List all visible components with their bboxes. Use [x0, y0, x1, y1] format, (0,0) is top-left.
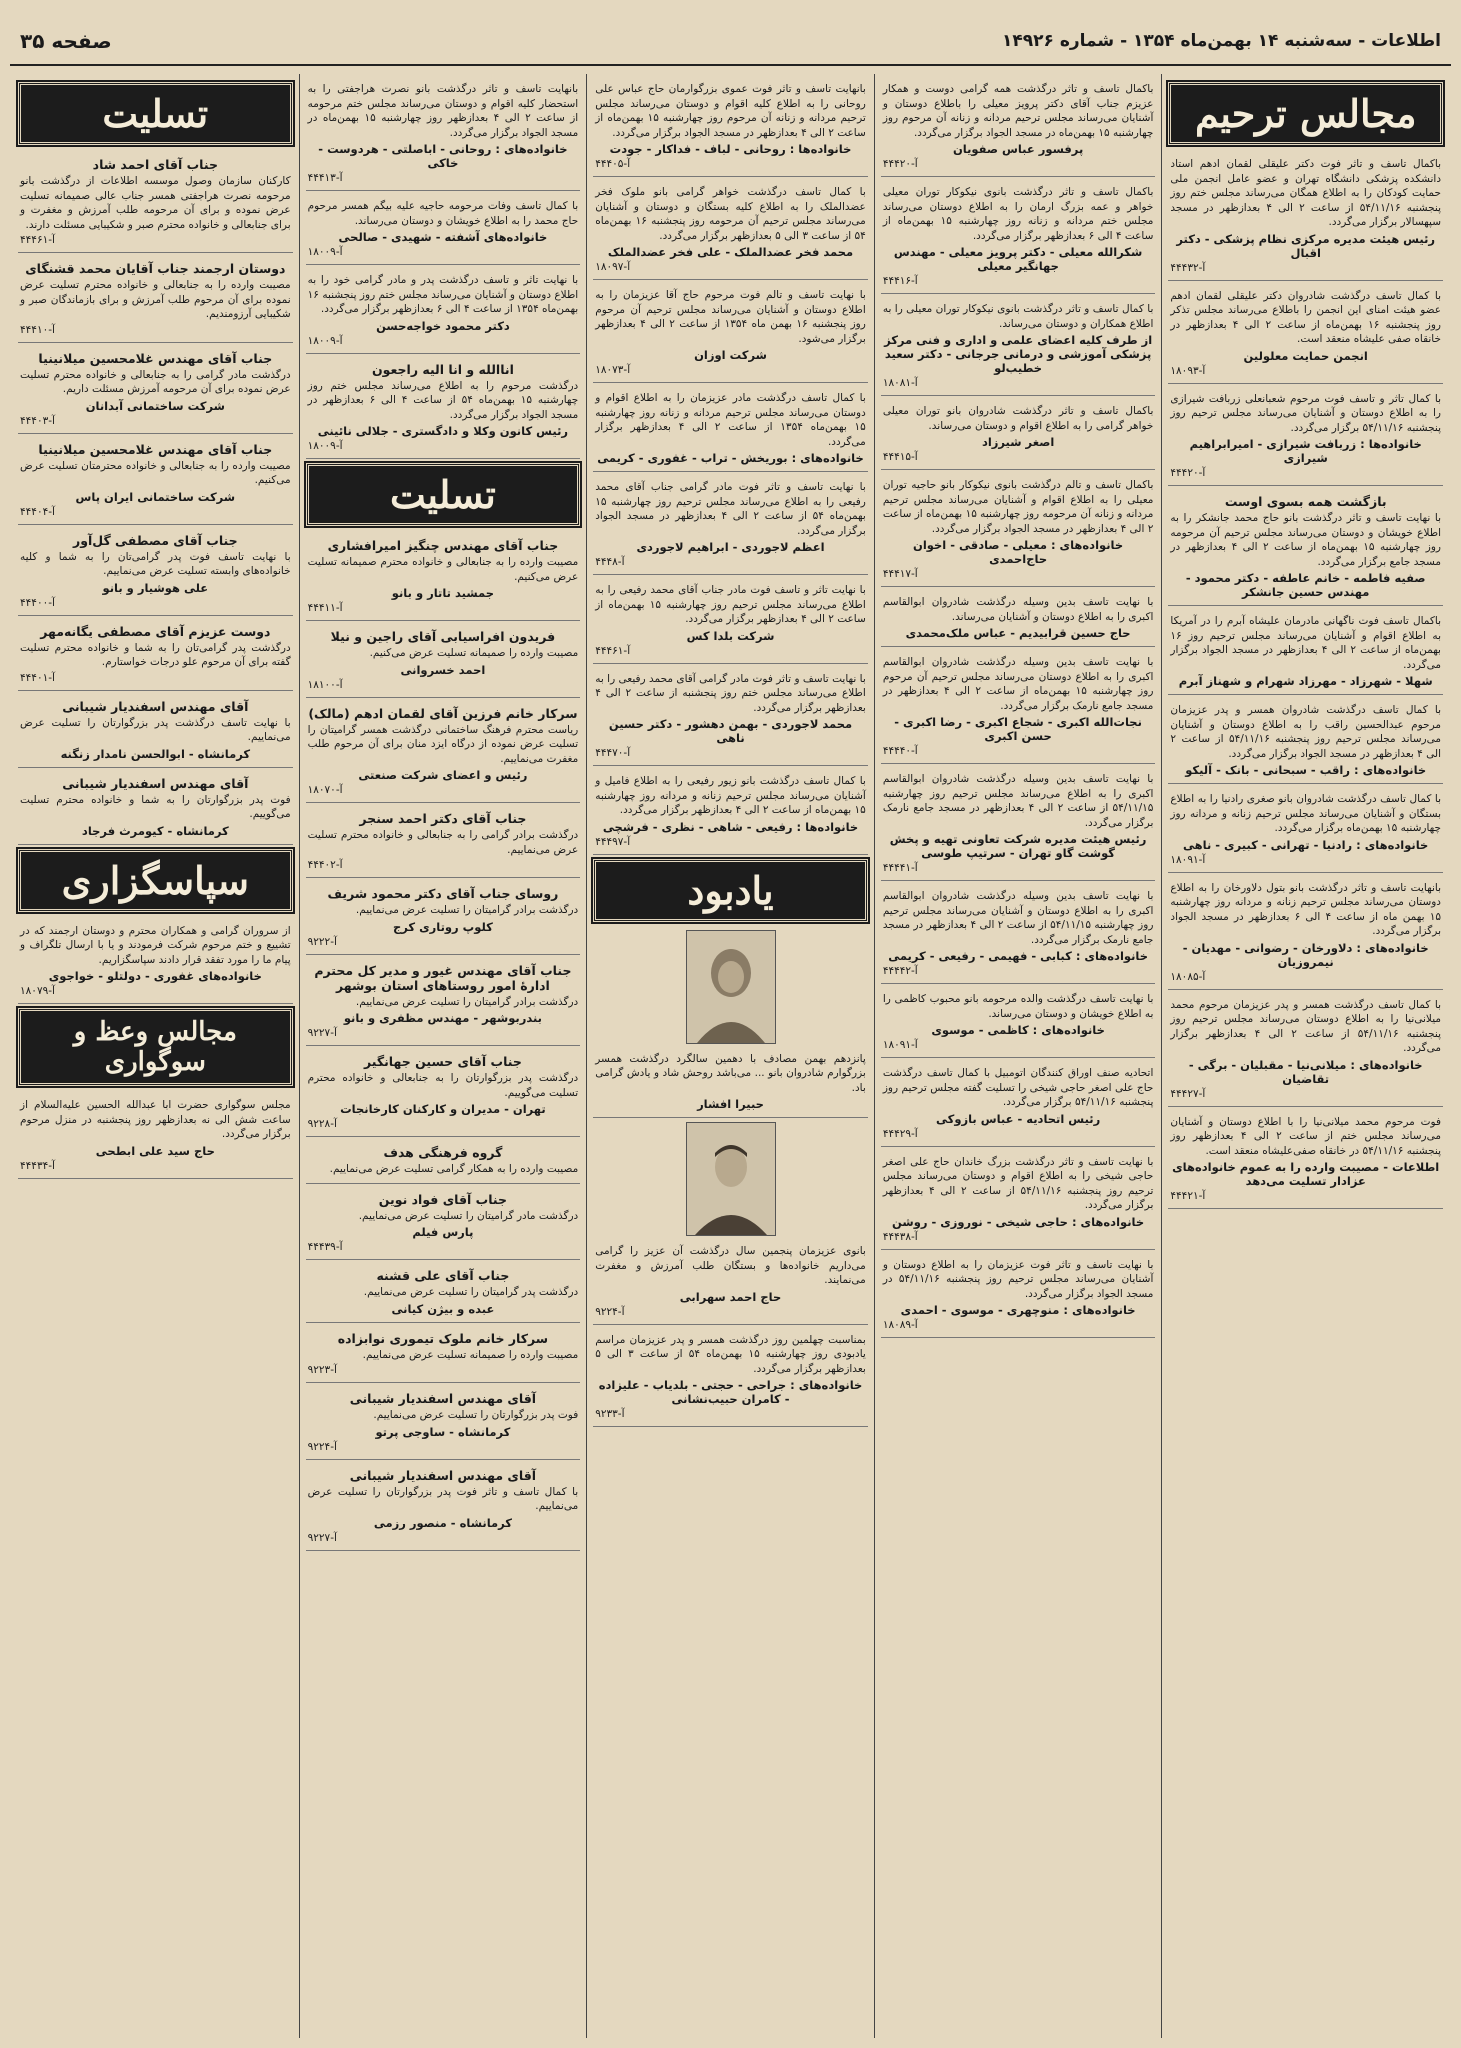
notice-title: جناب آقای مهندس غلامحسین میلانینیا	[38, 350, 273, 366]
notice-code: آ-۱۸۰۹۷	[595, 261, 631, 273]
column-3	[586, 74, 874, 2038]
notice	[593, 1048, 868, 1119]
notice	[1168, 994, 1443, 1107]
notice-body: درگذشت پدر گرامی‌تان را به شما و خانواده محترم تسلیت گفته برای آن مرحوم علو درجات خواستارم.	[20, 641, 291, 668]
notice-body: درگذشت مادر گرامیتان را تسلیت عرض می‌نماییم.	[358, 1209, 579, 1222]
notice-title: روسای جناب آقای دکتر محمود شریف	[327, 886, 559, 901]
notice-signature: رئیس هیئت مدیره شرکت تعاونی تهیه و پخش گوشت گاو تهران - سرتیپ طوسی	[889, 832, 1147, 860]
notice-code: آ-۴۴۴۴۲	[882, 965, 918, 977]
notice-signature: اطلاعات - مصیبت وارده را به عموم خانواده‌های عزادار تسلیت می‌دهد	[1172, 1160, 1440, 1188]
remembrance-banner: یادبود	[593, 859, 868, 922]
notice-code: آ-۴۴۴۱۷	[882, 568, 918, 580]
notice-code: آ-۱۸۰۰۹	[307, 334, 343, 347]
notice	[18, 438, 293, 525]
notice-title: جناب آقای مهندس چنگیز امیرافشاری	[327, 538, 559, 553]
notice-body: با نهایت تاسف بدین وسیله درگذشت شادروان ابوالقاسم اکبری را به اطلاع می‌رساند مجلس ترحیم روز چهارشنبه ۵۴/۱۱/۱۵ از ساعت ۲ الی ۴ بعدازظهر در مسجد جامع نارمک برگزار می‌گردد.	[882, 773, 1154, 829]
notice-signature: انجمن حمایت معلولین	[1243, 348, 1368, 363]
notice-signature: رئیس هیئت مدیره مرکزی نظام پزشکی - دکتر اقبال	[1176, 231, 1436, 260]
notice-signature: خانواده‌های : میلانی‌نیا - مقبلیان - برگی - تقاضیان	[1188, 1057, 1423, 1086]
notice	[306, 959, 581, 1047]
notice-body: با کمال تاسف و تاثر درگذشت بانوی نیکوکار توران معیلی را به اطلاع همکاران و دوستان می‌رساند.	[882, 303, 1154, 330]
notice-body: مصیبت وارده را به جنابعالی و خانواده محترم صمیمانه تسلیت عرض می‌کنیم.	[307, 556, 579, 583]
notice	[306, 625, 581, 698]
notice-body: بانهایت تاسف و تاثر درگذشت بانو نصرت هراجفتی را به استحضار کلیه اقوام و دوستان می‌رساند مجلس ختم مرحومه از ساعت ۲ الی ۴ بعدازظهر روز چهارشنبه ۱۵ بهمن‌ماه در مسجد الجواد برگزار می‌گردد.	[307, 83, 579, 139]
notice-body: با نهایت تاثر و تاسف درگذشت پدر و مادر گرامی خود را به اطلاع دوستان و آشنایان می‌رساند مجلس ختم روز پنجشنبه ۱۶ بهمن‌ماه ۱۳۵۴ از ساعت ۴ الی ۶ بعدازظهر برگزار می‌گردد.	[307, 274, 579, 315]
notice-code: آ-۱۸۰۸۹	[882, 1319, 918, 1331]
notice-signature: جمشید تاتار و بانو	[391, 586, 495, 600]
notice-code: آ-۴۴۴۳۲	[1170, 261, 1206, 274]
notice-body: با کمال تاسف و تاثر فوت پدر بزرگوارتان را تسلیت عرض می‌نماییم.	[307, 1485, 579, 1512]
notice-code: آ-۴۴۴۰۴	[20, 505, 55, 518]
notice	[18, 695, 293, 768]
notice-code: آ-۴۴۴۱۱	[307, 602, 343, 614]
notice-code: آ-۴۴۴۰۰	[20, 596, 55, 609]
notice-code: آ-۴۴۴۰۲	[307, 859, 343, 871]
notice-code: آ-۴۴۴۳۴	[20, 1159, 55, 1172]
notice	[18, 620, 293, 691]
column-1	[12, 74, 299, 2038]
notice-signature: کرمانشاه - ساوجی پرتو	[375, 1424, 511, 1439]
notice-title: آقای مهندس اسفندیار شیبانی	[62, 698, 249, 714]
notice-title: جناب آقای علی قشنه	[376, 1268, 510, 1283]
notice	[306, 269, 581, 354]
notice	[881, 1151, 1156, 1250]
notice-body: با نهایت تاسف و تاثر درگذشت بزرگ خاندان حاج علی اصغر حاجی شیخی را به اطلاع اقوام و دوستان می‌رساند مجلس ترحیم روز پنجشنبه ۵۴/۱۱/۱۶ از ساعت ۲ الی ۴ بعدازظهر برگزار می‌گردد.	[882, 1155, 1154, 1211]
notice-signature: شهلا - شهرزاد - مهرزاد شهرام و شهناز آبرم	[1178, 674, 1433, 688]
notice-code: آ-۴۴۴۶۱	[595, 644, 631, 657]
notice-body: با نهایت تاسف درگذشت پدر بزرگوارتان را تسلیت عرض می‌نماییم.	[20, 716, 291, 743]
notice-code: آ-۴۴۴۱۰	[20, 323, 55, 336]
notice-title: جناب آقای فواد نوین	[378, 1191, 508, 1207]
notice-code: آ-۴۴۴۲۹	[882, 1127, 918, 1140]
notice-body: با نهایت تاسف بدین وسیله درگذشت شادروان ابوالقاسم اکبری را به اطلاع دوستان و آشنایان می‌رساند مجلس ترحیم روز چهارشنبه ۵۴/۱۱/۱۵ از ساعت ۲ الی ۴ بعدازظهر در مسجد جامع نارمک برگزار می‌گردد.	[882, 890, 1154, 946]
notice-body: اتحادیه صنف اوراق کنندگان اتومبیل با کمال تاسف درگذشت حاج علی اصغر حاجی شیخی را تسلیت گفته مجلس ترحیم روز پنجشنبه ۵۴/۱۱/۱۶ برگزار می‌گردد.	[882, 1067, 1154, 1108]
notice-body: باکمال تاسف و تاثر درگذشت شادروان بانو توران معیلی خواهر گرامی را به اطلاع اقوام و دوستان می‌رساند.	[882, 405, 1154, 432]
columns	[12, 74, 1449, 2038]
notice-body: مصیبت وارده را صمیمانه تسلیت عرض می‌کنیم.	[369, 647, 579, 659]
mourning-banner: مجالس وعظ و سوگواری	[18, 1008, 293, 1086]
notice	[593, 78, 868, 177]
notice	[593, 579, 868, 664]
notice	[18, 153, 293, 253]
notice-signature: صفیه فاطمه - خانم عاطفه - دکتر محمود - مهندس حسین جانشکر	[1185, 571, 1426, 599]
notice-body: درگذشت برادر گرامی را به جنابعالی و خانواده محترم تسلیت عرض می‌نماییم.	[307, 829, 579, 856]
notice-body: با کمال تاسف درگذشت مادر عزیزمان را به اطلاع اقوام و دوستان می‌رساند مجلس ترحیم مردانه و زنانه روز چهارشنبه ۱۵ بهمن‌ماه ۱۳۵۴ از ساعت ۲ الی ۴ بعدازظهر برگزار می‌گردد.	[595, 392, 866, 448]
notice-code: آ-۴۴۴۶۱	[20, 234, 55, 246]
notice-code: آ-۴۴۴۱۶	[882, 275, 918, 287]
notice-signature: خانواده‌های غفوری - دولتلو - خواجوی	[48, 969, 262, 983]
notice-signature: بندربوشهر - مهندس مظفری و بانو	[343, 1011, 543, 1025]
notice-code: آ-۴۴۴۱۳	[307, 172, 343, 184]
notice-signature: شکرالله معیلی - دکتر پرویز معیلی - مهندس جهانگیر معیلی	[893, 245, 1143, 273]
notice-body: ریاست محترم فرهنگ ساختمانی درگذشت همسر گرامیتان را تسلیت عرض نموده از درگاه ایزد منان برای آن مرحوم طلب مغفرت می‌نماییم.	[307, 723, 579, 765]
notice-signature: حاج احمد سهرابی	[679, 1289, 782, 1304]
notice-body: از سروران گرامی و همکاران محترم و دوستان ارجمند که در تشییع و ختم مرحوم شرکت فرمودند و یا با ارسال تلگراف و پیام ما را مورد تفقد قرار دادند سپاسگزاریم.	[20, 924, 291, 966]
notice	[306, 1264, 581, 1323]
notice-body: مصیبت وارده را به جنابعالی و خانواده محترم تسلیت عرض نموده برای آن مرحوم طلب آمرزش و برای بازماندگان صبر و شکیبایی آرزومندیم.	[20, 279, 291, 320]
notice-signature: پارس فیلم	[412, 1225, 474, 1239]
notice-body: مصیبت وارده را به جنابعالی و خانواده محترمتان تسلیت عرض می‌کنیم.	[20, 459, 291, 486]
notice-body: با نهایت تاسف و تاثر درگذشت بانو حاج محمد جانشکر را به اطلاع خویشان و دوستان می‌رساند مجلس ترحیم آن مرحومه روز چهارشنبه ۱۵ بهمن‌ماه از ساعت ۲ الی ۴ بعدازظهر در مسجد جامع برگزار می‌گردد.	[1170, 512, 1441, 568]
notice	[306, 358, 581, 460]
notice	[881, 181, 1156, 294]
notice-body: درگذشت مادر گرامی را به جنابعالی و خانواده محترم تسلیت عرض نموده برای آن مرحومه آمرزش مسئلت داریم.	[20, 368, 291, 395]
notice	[306, 1141, 581, 1184]
notice-signature: خانواده‌های : حاجی شیخی - نوروزی - روشن	[892, 1214, 1145, 1229]
notice-code: آ-۱۸۰۰۹	[307, 440, 343, 452]
notice-code: آ-۴۴۴۴۱	[882, 862, 918, 874]
notice-body: کارکنان سازمان وصول موسسه اطلاعات از درگذشت بانو مرحومه نصرت هراجفتی همسر جناب عالی صمیمانه تسلیت عرض نموده و برای آن مرحومه طلب آمرزش و مغفرت و برای جنابعالی و خانواده محترم صبر و شکیبایی مسئلت دارند.	[20, 175, 291, 231]
page-number: صفحه ۳۵	[20, 29, 112, 53]
notice-body: درگذشت برادر گرامیتان را تسلیت عرض می‌نماییم.	[355, 995, 579, 1008]
notice-code: آ-۱۸۰۸۵	[1170, 970, 1206, 983]
notice-signature: حاج سید علی ابطحی	[95, 1143, 215, 1158]
notice	[1168, 788, 1443, 873]
column-5	[1161, 74, 1449, 2038]
notice	[1168, 877, 1443, 990]
notice-body: با نهایت تاثر و تاسف فوت مادر جناب آقای محمد رفیعی را به اطلاع می‌رساند مجلس ترحیم روز چهارشنبه ۱۵ بهمن‌ماه از ساعت ۲ الی ۴ بعدازظهر برگزار می‌گردد.	[595, 584, 866, 625]
notice	[18, 347, 293, 434]
notice-body: با کمال تاسف درگذشت خواهر گرامی بانو ملوک فخر عضدالملک را به اطلاع کلیه بستگان و دوستان و آشنایان می‌رساند مجلس ترحیم آن مرحومه روز پنجشنبه ۱۶ بهمن‌ماه ۵۴ از ساعت ۳ الی ۵ بعدازظهر برگزار می‌گردد.	[595, 186, 866, 242]
notice-signature: از طرف کلیه اعضای علمی و اداری و فنی مرکز پزشکی آموزشی و درمانی جرجانی - دکتر سعید خطیب‌لو	[884, 333, 1153, 375]
notice-body: با کمال تاسف درگذشت شادروان بانو صغری رادنیا را به اطلاع بستگان و آشنایان می‌رساند مجلس ترحیم زنانه و مردانه روز چهارشنبه ۱۵ بهمن‌ماه برگزار می‌گردد.	[1170, 793, 1441, 834]
notice-code: آ-۹۲۳۳	[595, 1408, 625, 1420]
notice-signature: خانواده‌های : راقب - سبحانی - بانک - آلیکو	[1185, 763, 1427, 777]
notice	[306, 1050, 581, 1137]
notice	[881, 400, 1156, 470]
notice-code: آ-۴۴۴۲۰	[1170, 467, 1206, 479]
notice-code: آ-۱۸۰۹۱	[1170, 853, 1206, 866]
notice-signature: خانواده‌های : منوچهری - موسوی - احمدی	[900, 1303, 1136, 1317]
notice-title: فریدون افراسیابی آقای راجین و نیلا	[330, 629, 556, 644]
notice-body: فوت پدر بزرگوارتان را تسلیت عرض می‌نماییم.	[373, 1409, 579, 1421]
notice-body: بانهایت تاسف و تاثر فوت عموی بزرگوارمان حاج عباس علی روحانی را به اطلاع کلیه اقوام و دوستان می‌رساند مجلس ترحیم مردانه و زنانه آن مرحوم روز چهارشنبه ۱۵ بهمن‌ماه از ساعت ۲ الی ۴ بعدازظهر در مسجد الجواد برگزار می‌گردد.	[595, 83, 866, 139]
notice-code: آ-۹۲۲۸	[307, 1118, 337, 1130]
notice	[306, 807, 581, 878]
notice-code: آ-۴۴۴۲۷	[1170, 1087, 1206, 1100]
notice-signature: اعظم لاجوردی - ابراهیم لاجوردی	[636, 540, 825, 554]
notice-body: درگذشت برادر گرامیتان را تسلیت عرض می‌نماییم.	[355, 904, 579, 916]
notice-title: گروه فرهنگی هدف	[383, 1145, 503, 1160]
notice-code: آ-۹۲۲۳	[307, 1364, 337, 1376]
notice-signature: خانواده‌های : رادنیا - تهرانی - کبیری - ناهی	[1183, 837, 1429, 852]
notice-body: پانزدهم بهمن مصادف با دهمین سالگرد درگذشت همسر بزرگوارم شادروان بانو ... می‌باشد روحش شاد و یادش گرامی باد.	[595, 1052, 866, 1094]
notice-body: با کمال تاثر و تاسف فوت مرحوم شعبانعلی زربافت شیرازی را به اطلاع دوستان و آشنایان می‌رساند مجلس ترحیم روز پنجشنبه ۵۴/۱۱/۱۶ برگزار می‌گردد.	[1170, 392, 1441, 434]
notice-body: بانهایت تاسف و تاثر درگذشت بانو بتول دلاورخان را به اطلاع دوستان می‌رساند مجلس ترحیم زنانه و مردانه روز چهارشنبه ۱۵ بهمن ماه از ساعت ۴ الی ۶ بعدازظهر در مسجد الجواد برگزار می‌گردد.	[1170, 881, 1441, 937]
notice-body: مصیبت وارده را صمیمانه تسلیت عرض می‌نماییم.	[362, 1348, 579, 1361]
notice-signature: شرکت ساختمانی ایران پاس	[75, 489, 236, 504]
notice-signature: محمد لاجوردی - بهمن دهشور - دکتر حسین ناهی	[608, 717, 853, 745]
notice-signature: عبده و بیژن کیانی	[391, 1301, 495, 1316]
notice-title: جناب آقای احمد شاد	[92, 157, 218, 172]
notice	[881, 885, 1156, 984]
notice-body: با کمال تاسف درگذشت بانو زیور رفیعی را به اطلاع فامیل و آشنایان می‌رساند مجلس ترحیم زنانه و مردانه روز چهارشنبه ۱۵ بهمن‌ماه از ساعت ۲ الی ۴ بعدازظهر برگزار می‌گردد.	[595, 775, 866, 816]
notice-signature: شرکت بلدا کس	[686, 628, 775, 643]
notice-code: آ-۹۲۲۷	[307, 1027, 337, 1039]
notice	[306, 1188, 581, 1261]
notice	[881, 591, 1156, 647]
notice-code: آ-۱۸۰۹۱	[882, 1039, 918, 1051]
notice	[593, 476, 868, 575]
notice-signature: شرکت ساختمانی آبدانان	[85, 398, 225, 413]
notice	[593, 668, 868, 767]
notice	[18, 257, 293, 343]
notice-signature: خانواده‌های : جراحی - حجتی - بلدیاب - علیزاده - کامران حبیب‌نشانی	[598, 1378, 863, 1406]
notice-body: باکمال تاسف و تاثر فوت دکتر علیقلی لقمان ادهم استاد دانشکده پزشکی دانشگاه تهران و عضو عامل انجمن ملی حمایت کودکان را به اطلاع همگان می‌رساند مجلس ختم روز پنجشنبه ۵۴/۱۱/۱۶ از ساعت ۲ الی ۴ بعدازظهر در مسجد سپهسالار برگزار می‌گردد.	[1170, 158, 1442, 228]
notice-title: آقای مهندس اسفندیار شیبانی	[349, 1467, 537, 1483]
notice	[1168, 490, 1443, 606]
notice-code: آ-۹۲۲۲	[307, 935, 337, 948]
notice-title: جناب آقای مصطفی گل‌آور	[73, 532, 238, 548]
notice-body: با نهایت تاسف و تالم فوت مرحوم حاج آقا عزیزمان را به اطلاع دوستان و آشنایان می‌رساند مجلس ترحیم آن مرحوم روز پنجشنبه ۱۶ بهمن ماه ۱۳۵۴ از ساعت ۲ الی ۴ بعدازظهر برگزار می‌شود.	[595, 289, 866, 345]
notice	[1168, 1111, 1443, 1210]
notice-body: با نهایت تاسف و تاثر فوت عزیزمان را به اطلاع دوستان و آشنایان می‌رساند مجلس ترحیم روز پنجشنبه ۵۴/۱۱/۱۶ در مسجد الجواد برگزار می‌گردد.	[882, 1258, 1154, 1300]
notice-code: آ-۴۴۴۲۰	[882, 158, 918, 170]
notice	[18, 1094, 293, 1179]
page-header	[10, 18, 1451, 66]
notice-signature: احمد خسروانی	[400, 662, 486, 677]
notice-signature: خانواده‌ها : رفیعی - شاهی - نظری - فرشچی	[602, 819, 859, 834]
notice-code: آ-۱۸۰۷۹	[20, 985, 55, 997]
masthead: اطلاعات - سه‌شنبه ۱۴ بهمن‌ماه ۱۳۵۴ - شماره ۱۴۹۲۶	[1002, 31, 1441, 51]
notice-signature: خانواده‌های : کبابی - فهیمی - رفیعی - کریمی	[888, 949, 1149, 963]
notice	[881, 298, 1156, 396]
notice-signature: تهران - مدیران و کارکنان کارخانجات	[340, 1102, 546, 1116]
notice	[1168, 285, 1443, 384]
notice-code: آ-۹۲۲۴	[595, 1305, 625, 1318]
notice-body: باکمال تاسف و تاثر درگذشت همه گرامی دوست و همکار عزیزم جناب آقای دکتر پرویز معیلی را باطلاع دوستان و آشنایان می‌رساند مجلس ترحیم مردانه و زنانه آن مرحوم روز چهارشنبه ۱۵ بهمن‌ماه در مسجد الجواد برگزار می‌گردد.	[882, 83, 1154, 139]
notice-signature: حبیرا افشار	[697, 1097, 764, 1111]
notice-body: با نهایت تاسف و تاثر فوت مادر گرامی آقای محمد رفیعی را به اطلاع می‌رساند مجلس ختم روز پنجشنبه از ساعت ۲ الی ۴ بعدازظهر برگزار می‌گردد.	[595, 672, 866, 714]
condolence-banner-2: تسلیت	[306, 463, 581, 526]
portrait-woman-icon	[687, 931, 775, 1043]
notice-title: آقای مهندس اسفندیار شیبانی	[349, 1391, 537, 1406]
portrait-man	[686, 1122, 776, 1236]
notice-signature: خانواده‌های آشفته - شهیدی - صالحی	[338, 230, 548, 244]
portrait-woman	[686, 930, 776, 1044]
notice	[306, 702, 581, 804]
notice-code: آ-۴۴۴۱۵	[882, 451, 918, 463]
notice	[306, 1387, 581, 1460]
notice	[881, 78, 1156, 177]
notice-signature: خانواده‌ها : روحانی - لباف - فداکار - جودت	[609, 142, 852, 156]
notice-code: آ-۴۴۴۲۱	[1170, 1190, 1206, 1202]
notice-signature: کلوپ روتاری کرج	[392, 919, 493, 934]
notice-code: آ-۴۴۴۳۹	[307, 1241, 343, 1253]
notice-signature: علی هوشیار و بانو	[102, 580, 209, 595]
notice	[593, 1329, 868, 1428]
notice	[593, 387, 868, 472]
notice-body: با نهایت تاسف درگذشت والده مرحومه بانو محبوب کاظمی را به اطلاع خویشان و دوستان می‌رساند.	[882, 993, 1154, 1020]
portrait-man-icon	[687, 1123, 775, 1235]
notice-code: آ-۱۸۰۷۰	[307, 784, 343, 796]
notice-signature: رئیس اتحادیه - عباس بازوکی	[936, 1111, 1101, 1126]
notice-body: با نهایت تاسف بدین وسیله درگذشت شادروان ابوالقاسم اکبری را به اطلاع دوستان می‌رساند مجلس ترحیم آن مرحوم روز چهارشنبه ۱۵ بهمن‌ماه از ساعت ۲ الی ۴ بعدازظهر در مسجد جامع نارمک برگزار می‌گردد.	[882, 656, 1154, 712]
notice-body: بمناسبت چهلمین روز درگذشت همسر و پدر عزیزمان مراسم یادبودی روز چهارشنبه ۱۵ بهمن‌ماه ۵۴ از ساعت ۳ الی ۵ بعدازظهر برگزار می‌گردد.	[595, 1333, 866, 1375]
notice	[306, 1464, 581, 1551]
notice-body: باکمال تاسف فوت ناگهانی مادرمان علیشاه آبرم را در آمریکا به اطلاع اقوام و آشنایان می‌رساند مجلس ترحیم روز ۱۶ بهمن‌ماه از ساعت ۲ الی ۴ بعدازظهر در مسجد الجواد برگزار می‌گردد.	[1170, 615, 1441, 671]
notice	[306, 1327, 581, 1384]
notice	[881, 474, 1156, 587]
column-4	[874, 74, 1162, 2038]
notice-body: باکمال تاسف و تالم درگذشت بانوی نیکوکار بانو حاجیه توران معیلی را به اطلاع اقوام و آشنایان می‌رساند مجلس ترحیم مردانه و زنانه آن مرحومه روز چهارشنبه ۱۵ بهمن‌ماه از ساعت ۲ الی ۴ بعدازظهر در مسجد الجواد برگزار می‌گردد.	[882, 479, 1154, 535]
notice-title: بازگشت همه بسوی اوست	[1224, 494, 1387, 509]
notice	[881, 1062, 1156, 1147]
notice-title: جناب آقای مهندس غیور و مدیر کل محترم ادارهٔ امور روستاهای استان بوشهر	[314, 962, 572, 993]
notice	[881, 651, 1156, 764]
notice-title: آقای مهندس اسفندیار شیبانی	[62, 775, 249, 791]
notice	[881, 768, 1156, 881]
notice-body: با کمال تاسف وفات مرحومه حاجیه علیه بیگم همسر مرحوم حاج محمد را به اطلاع خویشان و دوستان می‌رساند.	[307, 200, 579, 227]
notice-signature: محمد فخر عضدالملک - علی فخر عضدالملک	[607, 245, 854, 259]
notice-signature: خانواده‌های : دلاورخان - رضوانی - مهدیان - نیمروزیان	[1182, 940, 1429, 969]
notice-code: آ-۹۲۲۷	[307, 1531, 337, 1544]
notice	[1168, 699, 1443, 784]
notice-body: با کمال تاسف درگذشت همسر و پدر عزیزمان مرحوم محمد میلانی‌نیا را به اطلاع دوستان می‌رساند مجلس ترحیم روز پنجشنبه ۵۴/۱۱/۱۶ از ساعت ۲ الی ۴ بعدازظهر برگزار می‌گردد.	[1170, 998, 1442, 1054]
notice-title: جناب آقای دکتر احمد سنجر	[359, 811, 527, 826]
notice-body: فوت مرحوم محمد میلانی‌نیا را با اطلاع دوستان و آشنایان می‌رساند مجلس ختم از ساعت ۲ الی ۴ بعدازظهر روز پنجشنبه ۵۴/۱۱/۱۶ در خانقاه صفی‌علیشاه منعقد است.	[1170, 1115, 1441, 1157]
notice-signature: خانواده‌های : معیلی - صادقی - اخوان حاج‌احمدی	[913, 538, 1124, 566]
notice-signature: خانواده‌های : روحانی - اباصلتی - هردوست - خاکی	[318, 142, 568, 170]
notice-title: سرکار خانم ملوک تیموری نوابزاده	[337, 1330, 549, 1346]
gratitude-banner: سپاسگزاری	[18, 849, 293, 912]
notice	[1168, 610, 1443, 695]
notice-title: سرکار خانم فرزین آقای لقمان ادهم (مالک)	[308, 705, 578, 721]
column-2	[299, 74, 587, 2038]
notice-signature: کرمانشاه - کیومرث فرجاد	[81, 823, 229, 838]
notice-code: آ-۴۴۴۹۷	[595, 835, 631, 848]
notice-code: آ-۴۴۴۰۵	[595, 158, 631, 170]
notice	[593, 284, 868, 383]
notice-body: درگذشت پدر گرامیتان را تسلیت عرض می‌نماییم.	[363, 1286, 579, 1298]
notice-signature: شرکت اوزان	[694, 348, 767, 362]
notice-body: با کمال تاسف درگذشت شادروان دکتر علیقلی لقمان ادهم عضو هیئت امنای این انجمن را باطلاع می‌رساند مجلس تذکر روز پنجشنبه ۱۶ بهمن‌ماه از ساعت ۲ الی ۴ بعدازظهر در خانقاه صفی علیشاه منعقد است.	[1170, 289, 1441, 345]
notice-body: بانوی عزیزمان پنجمین سال درگذشت آن عزیز را گرامی می‌داریم خانواده‌ها و بستگان طلب آمرزش و مغفرت می‌نمایند.	[595, 1245, 866, 1286]
notice-signature: دکتر محمود خواجه‌حسن	[376, 318, 510, 333]
notice-code: آ-۱۸۰۸۱	[882, 377, 918, 389]
notice-code: آ-۴۴۴۳۸	[882, 1230, 918, 1243]
notice-signature: حاج حسین قرابیدیم - عباس ملک‌محمدی	[905, 626, 1131, 640]
notice-code: آ-۱۸۰۰۹	[307, 246, 343, 258]
notice-title: جناب آقای حسین جهانگیر	[363, 1054, 522, 1069]
memorial-banner: مجالس ترحیم	[1168, 82, 1443, 145]
notice-signature: رئیس و اعضای شرکت صنعتی	[358, 768, 528, 782]
notice	[1168, 388, 1443, 487]
notice-signature: پرفسور عباس صفویان	[952, 142, 1084, 156]
notice-body: باکمال تاسف و تاثر درگذشت بانوی نیکوکار توران معیلی خواهر و عمه بزرگ ارمان را به اطلاع دوستان می‌رساند مجلس ختم مردانه و زنانه روز چهارشنبه ۱۵ بهمن‌ماه از ساعت ۴ الی ۶ بعدازظهر برگزار می‌گردد.	[882, 186, 1154, 242]
notice	[593, 1240, 868, 1325]
notice-body: مجلس سوگواری حضرت ابا عبدالله الحسین علیه‌السلام از ساعت شش الی نه بعدازظهر روز پنجشنبه در منزل مرحوم برگزار می‌گردد.	[20, 1099, 291, 1140]
notice-signature: کرمانشاه - ابوالحسن نامدار زنگنه	[60, 746, 251, 761]
notice-code: آ-۹۲۲۴	[307, 1440, 337, 1453]
notice-body: با کمال تاسف درگذشت شادروان همسر و پدر عزیزمان مرحوم عبدالحسین راقب را به اطلاع دوستان و آشنایان می‌رساند مجلس ترحیم روز پنجشنبه ۵۴/۱۱/۱۶ از ساعت ۲ الی ۴ بعدازظهر در مسجد الجواد برگزار می‌گردد.	[1170, 704, 1441, 760]
notice-title: جناب آقای مهندس غلامحسین میلانینیا	[38, 441, 273, 457]
notice-body: مصیبت وارده را به همکار گرامی تسلیت عرض می‌نماییم.	[329, 1163, 579, 1175]
notice-signature: رئیس کانون وکلا و دادگستری - جلالی نائینی	[317, 424, 569, 438]
notice-signature: اصغر شیرزاد	[981, 435, 1055, 449]
notice-body: فوت پدر بزرگوارتان را به شما و خانواده محترم تسلیت می‌گوییم.	[20, 793, 291, 820]
notice	[306, 534, 581, 621]
notice-code: آ-۴۴۴۷۰	[595, 747, 631, 759]
notice	[306, 882, 581, 955]
notice-body: درگذشت پدر بزرگوارتان را به جنابعالی و خانواده محترم تسلیت می‌گوییم.	[307, 1072, 579, 1099]
notice	[593, 770, 868, 855]
notice-code: آ-۴۴۴۰۳	[20, 414, 55, 427]
notice-signature: خانواده‌های : کاظمی - موسوی	[931, 1023, 1105, 1037]
notice-code: آ-۱۸۰۷۳	[595, 364, 631, 376]
notice	[881, 988, 1156, 1058]
notice-title: دوست عزیزم آقای مصطفی یگانه‌مهر	[40, 623, 271, 639]
notice-code: آ-۱۸۱۰۰	[307, 678, 343, 691]
notice-signature: خانواده‌ها : زربافت شیرازی - امیرابراهیم شیرازی	[1189, 437, 1422, 465]
notice-body: درگذشت مرحوم را به اطلاع می‌رساند مجلس ختم روز چهارشنبه ۱۵ بهمن‌ماه ۵۴ از ساعت ۴ الی ۶ بعدازظهر در مسجد الجواد برگزار می‌گردد.	[307, 379, 579, 421]
notice-signature: خانواده‌های : بوریخش - تراب - غفوری - کریمی	[597, 451, 864, 465]
notice-title: اناالله و انا الیه راجعون	[371, 361, 514, 377]
notice-code: آ-۴۴۴۴۰	[882, 745, 918, 757]
notice-signature: کرمانشاه - منصور رزمی	[373, 1515, 512, 1530]
notice	[306, 195, 581, 265]
notice-body: با نهایت تاسف فوت پدر گرامی‌تان را به شما و کلیه خانواده‌های وابسته تسلیت عرض می‌نماییم.	[20, 550, 291, 577]
notice-title: دوستان ارجمند جناب آقایان محمد قشنگای	[25, 261, 286, 276]
notice	[593, 181, 868, 280]
notice-body: با نهایت تاسف بدین وسیله درگذشت شادروان ابوالقاسم اکبری را به اطلاع دوستان و آشنایان می‌رساند.	[882, 596, 1154, 623]
notice	[1168, 153, 1443, 281]
notice-signature: نجات‌الله اکبری - شجاع اکبری - رضا اکبری - حسن اکبری	[894, 715, 1142, 743]
notice-body: با نهایت تاسف و تاثر فوت مادر گرامی جناب آقای محمد رفیعی را به اطلاع می‌رساند مجلس ترحیم روز چهارشنبه ۱۵ بهمن‌ماه ۵۴ از ساعت ۲ الی ۴ بعدازظهر در مسجد الجواد برگزار می‌گردد.	[595, 481, 866, 537]
notice	[306, 78, 581, 191]
notice	[18, 920, 293, 1005]
notice	[881, 1254, 1156, 1339]
notice-code: آ-۴۴۴۰۱	[20, 671, 55, 684]
notice-code: آ-۴۴۴۸	[595, 556, 625, 568]
notice	[18, 772, 293, 845]
notice	[18, 529, 293, 616]
notice-code: آ-۱۸۰۹۳	[1170, 364, 1206, 377]
condolence-banner: تسلیت	[18, 82, 293, 145]
